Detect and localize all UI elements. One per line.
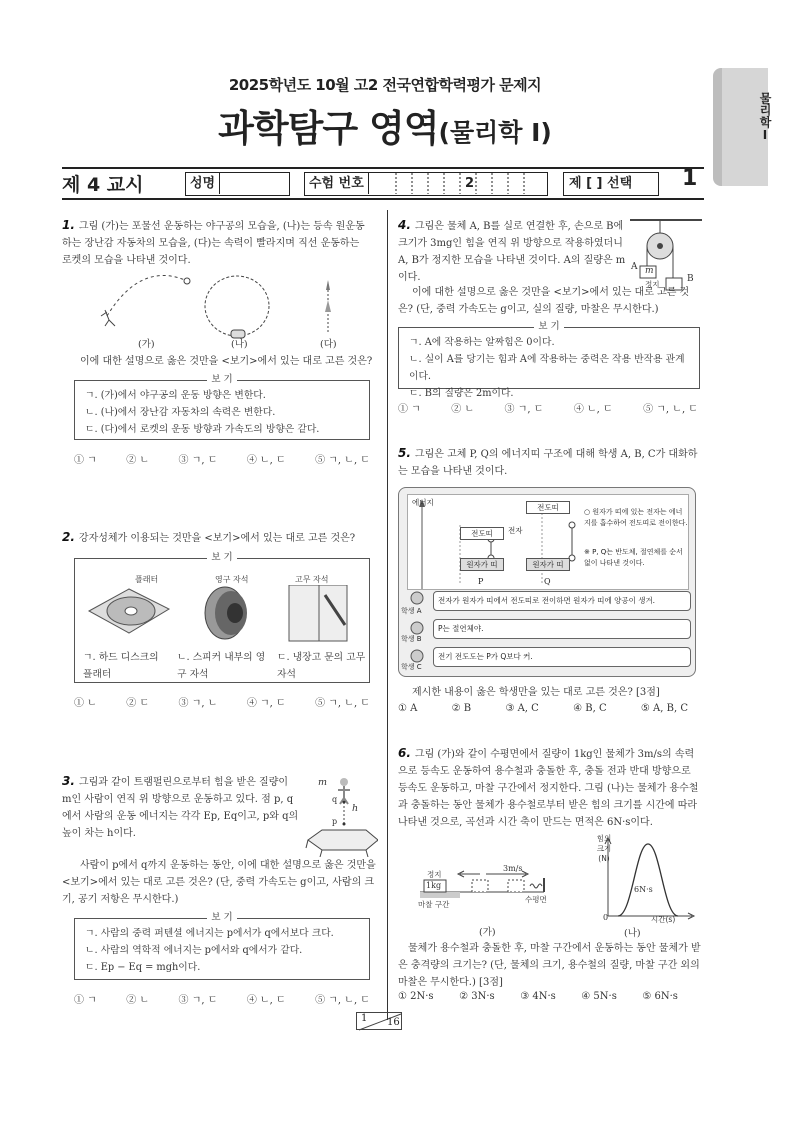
q2-img-label: 영구 자석 [215, 575, 249, 584]
q5-band-diagram [407, 494, 689, 590]
name-field[interactable] [185, 172, 290, 196]
footer-page-indicator [356, 1012, 402, 1030]
q5-p-conduction: 전도띠 [460, 527, 504, 540]
period-label: 제 4 교시 [62, 174, 144, 196]
q1-fig-label-c: (다) [320, 339, 337, 350]
q3-choice[interactable]: ⑤ ㄱ, ㄴ, ㄷ [315, 995, 370, 1006]
q5-q-label: Q [544, 577, 551, 586]
q5-speech-c: 전기 전도도는 P가 Q보다 커. [433, 647, 691, 667]
subject-sub: (물리학 Ⅰ) [438, 118, 552, 147]
q2-choice[interactable]: ③ ㄱ, ㄴ [178, 698, 218, 709]
q6-fig-friction: 마찰 구간 [418, 900, 450, 909]
q4-text: 4. 그림은 물체 A, B를 실로 연결한 후, 손으로 B에 크기가 3mg인 힘을 연직 위 방향으로 작용하였더니 A, B가 정지한 모습을 나타낸 것이다. A의 질량은 m이다. [398, 218, 626, 283]
q4-choice[interactable]: ⑤ ㄱ, ㄴ, ㄷ [643, 404, 698, 415]
q5-q-conduction: 전도띠 [526, 501, 570, 514]
exam-title: 2025학년도 10월 고2 전국연합학력평가 문제지 [228, 76, 542, 94]
q5-choice[interactable]: ② B [451, 703, 472, 714]
q5-choice[interactable]: ③ A, C [505, 703, 539, 714]
q4-choices [398, 400, 698, 415]
q5-speech-b: P는 절연체야. [433, 619, 691, 639]
q1-choice[interactable]: ① ㄱ [74, 455, 97, 466]
exam-number-label: 수험 번호 [305, 173, 369, 194]
q5-note1: ○ 원자가 띠에 있는 전자는 에너지를 흡수하여 전도띠로 전이한다. [584, 508, 688, 527]
digit-dividers [381, 173, 547, 194]
q6-fig-ylabel: 힘의 크기 (N) [596, 834, 612, 863]
q2-choice[interactable]: ① ㄴ [74, 698, 97, 709]
q5-p-valence: 원자가 띠 [460, 558, 504, 571]
q2-choice[interactable]: ④ ㄱ, ㄷ [246, 698, 286, 709]
q1-fig-label-b: (나) [231, 339, 248, 350]
q2-bogi-box: 보 기 플래터 영구 자석 고무 자석 ㄱ. 하드 디스크의 플래터 ㄴ. 스피커 내부의 영구 자석 ㄷ. 냉장고 문의 고무 자석 [74, 558, 370, 683]
q4-bogi-box: 보 기 ㄱ. A에 작용하는 알짜힘은 0이다. ㄴ. 실이 A를 당기는 힘과 A에 작용하는 중력은 작용 반작용 관계이다. ㄷ. B의 질량은 2m이다. [398, 327, 700, 389]
q5-speech-a: 전자가 원자가 띠에서 전도띠로 전이하면 원자가 띠에 양공이 생겨. [433, 591, 691, 611]
q6-fig-area: 6N·s [634, 885, 653, 894]
exam-number-field[interactable] [304, 172, 548, 196]
q2-text: 2. 강자성체가 이용되는 것만을 <보기>에서 있는 대로 고른 것은? [62, 530, 356, 544]
q3-choice[interactable]: ① ㄱ [74, 995, 97, 1006]
q2-choice[interactable]: ② ㄷ [126, 698, 150, 709]
footer-page-total: 16 [387, 1017, 400, 1028]
q3-choice[interactable]: ② ㄴ [126, 995, 150, 1006]
q4-statement: ㄴ. 실이 A를 당기는 힘과 A에 작용하는 중력은 작용 반작용 관계이다. [409, 354, 685, 382]
q5-diagram [398, 487, 696, 677]
q5-choice[interactable]: ① A [398, 703, 418, 714]
q5-choices [398, 703, 688, 714]
q4-choice[interactable]: ④ ㄴ, ㄷ [573, 404, 613, 415]
side-tab-text: 물리학Ⅰ [758, 92, 772, 142]
q6-fig-b-label: (나) [624, 928, 641, 939]
q5-q-valence: 원자가 띠 [526, 558, 570, 571]
q5-student-name: 학생 B [401, 635, 422, 643]
page-number: 1 [682, 166, 698, 191]
q3-trampoline-figure [298, 772, 378, 857]
q6-fig-surface: 수평면 [525, 895, 547, 904]
q2-img-label: 고무 자석 [295, 575, 329, 584]
q4-choice[interactable]: ③ ㄱ, ㄷ [504, 404, 544, 415]
q3-choice[interactable]: ③ ㄱ, ㄷ [178, 995, 218, 1006]
q3-fig-m: m [318, 777, 328, 788]
q1-fig-label-a: (가) [138, 339, 155, 350]
q6-choice[interactable]: ② 3N·s [459, 991, 495, 1002]
q2-statement: ㄷ. 냉장고 문의 고무 자석 [277, 652, 366, 680]
q6-fig-speed: 3m/s [503, 864, 523, 873]
q1-choice[interactable]: ② ㄴ [126, 455, 150, 466]
q5-note2: ※ P, Q는 반도체, 절연체를 순서 없이 나타낸 것이다. [584, 548, 683, 567]
q6-choice[interactable]: ① 2N·s [398, 991, 434, 1002]
q4-fig-b: B [687, 274, 694, 284]
q2-img-label: 플래터 [135, 575, 159, 584]
q3-statement: ㄴ. 사람의 역학적 에너지는 p에서와 q에서가 같다. [85, 945, 303, 956]
q5-student-name: 학생 C [401, 663, 422, 671]
q3-choices [74, 991, 370, 1006]
q4-prompt: 이에 대한 설명으로 옳은 것만을 <보기>에서 있는 대로 고른 것은? (단, 중력 가속도는 g이고, 실의 질량, 마찰은 무시한다.) [398, 287, 690, 315]
q6-choice[interactable]: ⑤ 6N·s [642, 991, 678, 1002]
q1-statement: ㄱ. (가)에서 야구공의 운동 방향은 변한다. [85, 390, 266, 401]
q6-choice[interactable]: ④ 5N·s [581, 991, 617, 1002]
q1-bogi-box: 보 기 ㄱ. (가)에서 야구공의 운동 방향은 변한다. ㄴ. (나)에서 장난감 자동차의 속력은 변한다. ㄷ. (다)에서 로켓의 운동 방향과 가속도의 방향은 같다. [74, 380, 370, 440]
q1-statement: ㄴ. (나)에서 장난감 자동차의 속력은 변한다. [85, 407, 276, 418]
subject-main: 과학탐구 영역 [218, 107, 439, 150]
q5-electron-label: 전자 [508, 526, 523, 535]
q1-choice[interactable]: ⑤ ㄱ, ㄴ, ㄷ [315, 455, 370, 466]
q5-choice[interactable]: ⑤ A, B, C [640, 703, 688, 714]
name-label: 성명 [186, 173, 220, 194]
q3-text: 3. 그림과 같이 트램펄린으로부터 힘을 받은 질량이 m인 사람이 연직 위 방향으로 운동하고 있다. 점 p, q에서 사람의 운동 에너지는 각각 Ep, Eq이고, p와 q의 높이 차는 h이다. [62, 774, 299, 839]
q5-prompt: 제시한 내용이 옳은 학생만을 있는 대로 고른 것은? [3점] [412, 687, 660, 698]
q6-prompt: 물체가 용수철과 충돌한 후, 마찰 구간에서 운동하는 동안 물체가 받은 충격량의 크기는? (단, 물체의 크기, 용수철의 질량, 마찰 구간 외의 마찰은 무시한다.) [3점] [398, 943, 701, 988]
q4-fig-a: A [631, 262, 638, 272]
q3-fig-p: p [332, 817, 338, 826]
q2-images [81, 585, 366, 643]
q3-statement: ㄷ. Ep − Eq = mgh이다. [85, 962, 201, 973]
q3-choice[interactable]: ④ ㄴ, ㄷ [246, 995, 286, 1006]
q2-choice[interactable]: ⑤ ㄱ, ㄴ, ㄷ [315, 698, 370, 709]
q6-fig-stop: 정지 [427, 870, 442, 879]
q5-student-name: 학생 A [401, 607, 422, 615]
q6-fig-b-graph [604, 836, 696, 920]
q6-fig-mass: 1kg [426, 881, 442, 890]
q3-bogi-box: 보 기 ㄱ. 사람의 중력 퍼텐셜 에너지는 p에서가 q에서보다 크다. ㄴ. 사람의 역학적 에너지는 p에서와 q에서가 같다. ㄷ. Ep − Eq = mgh이다. [74, 918, 370, 980]
choice-field[interactable]: 제 [ ] 선택 [563, 172, 659, 196]
q1-text: 1. 그림 (가)는 포물선 운동하는 야구공의 모습을, (나)는 등속 원운동하는 장난감 자동차의 모습을, (다)는 속력이 빨라지며 직선 운동하는 로켓의 모습을 나타낸 것이다. [62, 218, 365, 266]
q5-energy-label: 에너지 [412, 498, 434, 507]
q6-choices [398, 991, 678, 1002]
q1-choice[interactable]: ③ ㄱ, ㄷ [178, 455, 218, 466]
q6-text: 6. 그림 (가)와 같이 수평면에서 질량이 1kg인 물체가 3m/s의 속력으로 등속도 운동하여 용수철과 충돌한 후, 충돌 전과 반대 방향으로 등속도 운동하고, 마찰 구간에서 정지한다. 그림 (나)는 물체가 용수철과 충돌하는 동안 물체가 용수철로부터 받은 힘의 크기를 시간에 따라 나타낸 것으로, 곡선과 시간 축이 만드는 면적은 6N·s이다. [398, 746, 699, 828]
q4-fig-m: m [645, 266, 654, 276]
q3-prompt: 사람이 p에서 q까지 운동하는 동안, 이에 대한 설명으로 옳은 것만을 <보기>에서 있는 대로 고른 것은? (단, 중력 가속도는 g이고, 사람의 크기, 공기 저항은 무시한다.) [62, 860, 376, 905]
q5-p-label: P [478, 577, 484, 586]
q3-fig-q: q [332, 795, 338, 804]
q4-statement: ㄷ. B의 질량은 2m이다. [409, 388, 514, 399]
q2-choices [74, 694, 370, 709]
q4-choice[interactable]: ② ㄴ [451, 404, 475, 415]
q6-fig-xlabel: 시간(s) [651, 915, 676, 924]
q1-choices [74, 451, 370, 466]
q4-fig-stop: 정지 [645, 280, 660, 289]
q4-choice[interactable]: ① ㄱ [398, 404, 421, 415]
footer-page-current: 1 [361, 1013, 368, 1024]
q2-statement: ㄱ. 하드 디스크의 플래터 [83, 652, 159, 680]
q1-prompt: 이에 대한 설명으로 옳은 것만을 <보기>에서 있는 대로 고른 것은? [80, 356, 373, 367]
q6-fig-a-label: (가) [479, 927, 496, 938]
q1-choice[interactable]: ④ ㄴ, ㄷ [246, 455, 286, 466]
q2-statement: ㄴ. 스피커 내부의 영구 자석 [177, 652, 266, 680]
q3-fig-h: h [352, 803, 359, 814]
subject-title [0, 98, 770, 152]
q6-fig-origin: 0 [603, 913, 609, 922]
q1-statement: ㄷ. (다)에서 로켓의 운동 방향과 가속도의 방향은 같다. [85, 424, 320, 435]
side-tab [713, 68, 772, 186]
q5-choice[interactable]: ④ B, C [573, 703, 607, 714]
exam-number-digit: 2 [465, 176, 475, 191]
q5-text: 5. 그림은 고체 P, Q의 에너지띠 구조에 대해 학생 A, B, C가 대화하는 모습을 나타낸 것이다. [398, 446, 698, 477]
q3-statement: ㄱ. 사람의 중력 퍼텐셜 에너지는 p에서가 q에서보다 크다. [85, 928, 334, 939]
q4-statement: ㄱ. A에 작용하는 알짜힘은 0이다. [409, 337, 555, 348]
q6-choice[interactable]: ③ 4N·s [520, 991, 556, 1002]
